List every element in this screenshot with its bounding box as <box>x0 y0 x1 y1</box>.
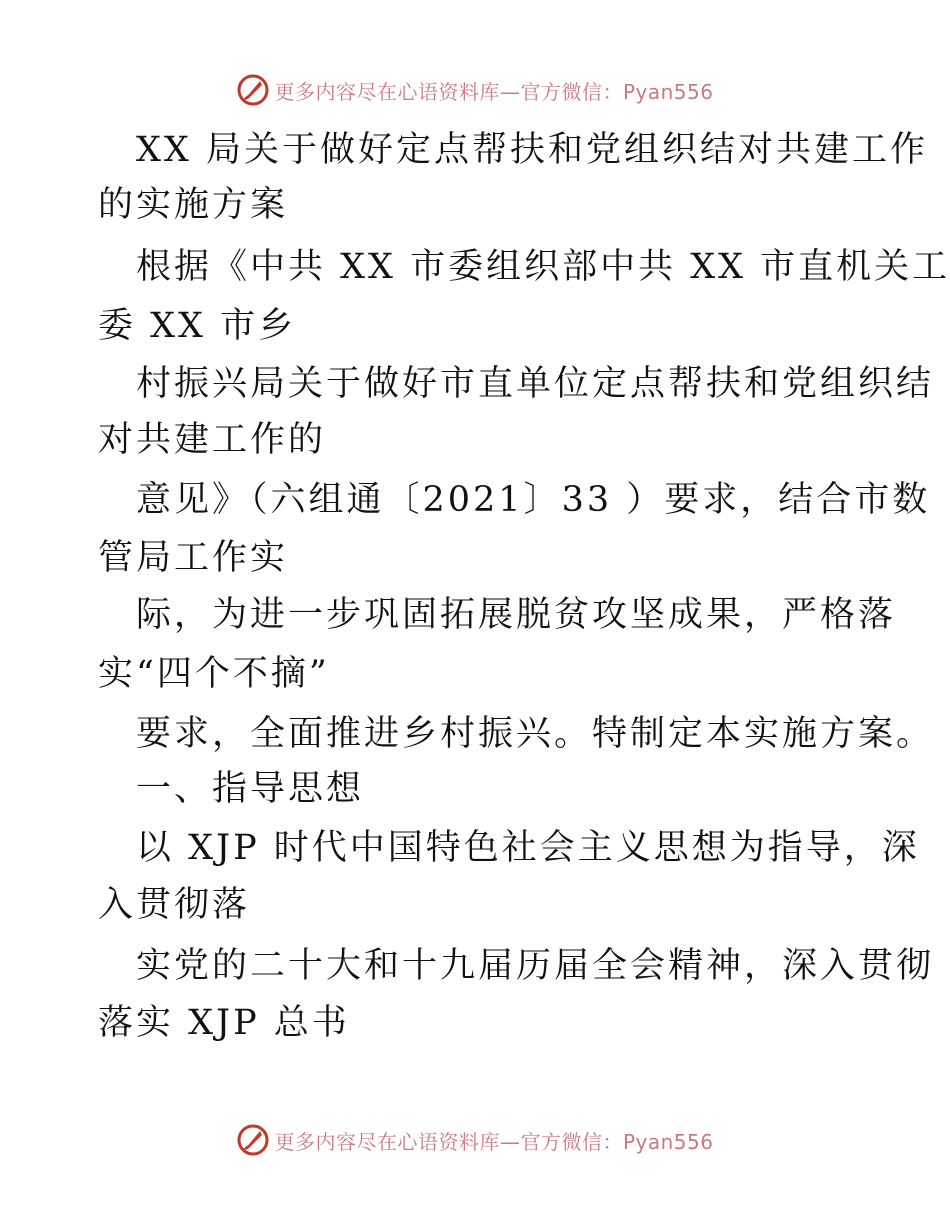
doc-line: 意见》（六组通〔2021〕33 ）要求，结合市数 <box>136 480 931 520</box>
doc-line: XX 局关于做好定点帮扶和党组织结对共建工作 <box>136 130 928 170</box>
doc-line: 入贯彻落 <box>98 885 251 925</box>
doc-line: 实党的二十大和十九届历届全会精神，深入贯彻 <box>136 946 935 986</box>
header-watermark <box>0 70 950 110</box>
doc-line: 根据《中共 XX 市委组织部中共 XX 市直机关工 <box>136 247 950 287</box>
doc-line: 村振兴局关于做好市直单位定点帮扶和党组织结 <box>136 364 935 404</box>
doc-line: 要求，全面推进乡村振兴。特制定本实施方案。 <box>136 714 935 754</box>
footer-watermark <box>0 1120 950 1160</box>
section-heading: 一、指导思想 <box>136 769 365 809</box>
doc-line: 以 XJP 时代中国特色社会主义思想为指导，深 <box>136 828 920 868</box>
doc-line: 的实施方案 <box>98 185 289 225</box>
watermark-text: 更多内容尽在心语资料库—官方微信：Pyan556 <box>274 79 714 104</box>
doc-line: 实“四个不摘” <box>98 654 330 694</box>
feather-circle-logo-icon <box>236 1123 270 1157</box>
doc-line: 对共建工作的 <box>98 420 327 460</box>
doc-line: 管局工作实 <box>98 538 289 578</box>
feather-circle-logo-icon <box>236 73 270 107</box>
watermark-text: 更多内容尽在心语资料库—官方微信：Pyan556 <box>274 1129 714 1154</box>
doc-line: 委 XX 市乡 <box>98 306 297 346</box>
doc-line: 落实 XJP 总书 <box>98 1003 350 1043</box>
doc-line: 际，为进一步巩固拓展脱贫攻坚成果，严格落 <box>136 595 897 635</box>
